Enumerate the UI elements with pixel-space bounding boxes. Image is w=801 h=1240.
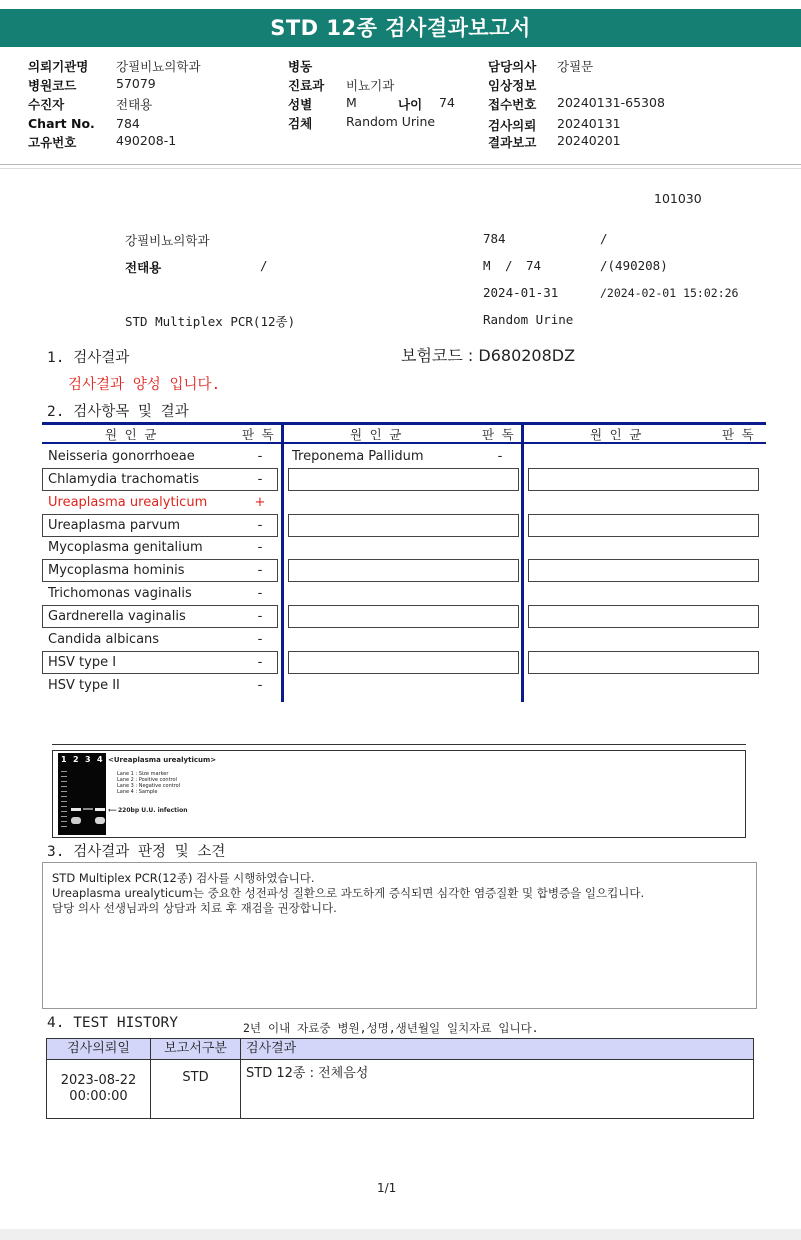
insurance-code: 보험코드 : D680208DZ <box>401 346 576 365</box>
pathogen-name: Candida albicans <box>48 632 160 647</box>
sex-value: M <box>346 95 357 110</box>
col3-empty-box <box>528 559 759 582</box>
gel-lane-label: 1 <box>61 755 67 764</box>
opinion-line: STD Multiplex PCR(12종) 검사를 시행하였습니다. <box>52 871 315 885</box>
hospital-code-label: 병원코드 <box>28 78 77 93</box>
gel-band <box>71 808 81 811</box>
pathogen-name: Mycoplasma hominis <box>48 563 185 578</box>
sheet-sex: M <box>483 258 491 273</box>
gel-legend-line: Lane 2 : Positive control <box>117 777 177 783</box>
pathogen-result: - <box>257 563 263 578</box>
result-summary: 검사결과 양성 입니다. <box>68 377 221 393</box>
gel-lane-label: 3 <box>85 755 91 764</box>
gel-band-label: 220bp U.U. infection <box>118 807 188 814</box>
table-col-divider-1 <box>281 422 284 702</box>
history-date: 2023-08-22 <box>60 1073 137 1088</box>
history-date-cell <box>47 1060 151 1119</box>
receipt-value: 20240131-65308 <box>557 95 665 110</box>
col2-empty-box <box>288 468 519 491</box>
pathogen-name: Chlamydia trachomatis <box>48 472 200 487</box>
gel-lane-label: 4 <box>97 755 103 764</box>
pathogen-name: Neisseria gonorrhoeae <box>48 449 195 464</box>
col3-empty-box <box>528 468 759 491</box>
section4-heading: 4. TEST HISTORY <box>47 1015 178 1031</box>
col2-empty-box <box>288 651 519 674</box>
specimen-label: 검체 <box>288 116 313 131</box>
unique-value: 490208-1 <box>116 133 177 148</box>
opinion-line: 담당 의사 선생님과의 상담과 치료 후 재검을 권장합니다. <box>52 901 337 915</box>
col3-empty-box <box>528 651 759 674</box>
gel-band <box>83 808 93 810</box>
table-row <box>47 1060 754 1119</box>
col2-empty-box <box>288 559 519 582</box>
patient-value: 전태용 <box>116 97 153 112</box>
pathogen-result: - <box>257 586 263 601</box>
sheet-slash-1: / <box>600 231 608 246</box>
col1-result-header: 판 독 <box>242 427 274 442</box>
history-table <box>46 1038 754 1119</box>
opinion-box <box>42 862 757 1009</box>
page-footer-bar <box>0 1229 801 1240</box>
history-type: STD <box>151 1060 241 1119</box>
gel-band <box>95 817 105 824</box>
gel-band <box>95 808 105 811</box>
unique-label: 고유번호 <box>28 135 77 150</box>
pathogen-name: Gardnerella vaginalis <box>48 609 186 624</box>
pathogen-name: Treponema Pallidum <box>292 449 424 464</box>
col3-pathogen-header: 원 인 균 <box>590 427 642 442</box>
header-divider-shadow <box>0 168 801 169</box>
sheet-received: 2024-01-31 <box>483 285 559 300</box>
hospital-code-value: 57079 <box>116 76 156 91</box>
gel-electrophoresis-image <box>58 753 106 835</box>
gel-lane-label: 2 <box>73 755 79 764</box>
col2-empty-box <box>288 514 519 537</box>
request-value: 20240131 <box>557 116 621 131</box>
gel-title: <Ureaplasma urealyticum> <box>108 756 217 764</box>
pathogen-result: - <box>257 632 263 647</box>
chart-label: Chart No. <box>28 116 95 131</box>
sheet-test-name: STD Multiplex PCR(12종) <box>125 314 296 329</box>
institution-label: 의뢰기관명 <box>28 59 89 74</box>
col3-result-header: 판 독 <box>722 427 754 442</box>
col2-pathogen-header: 원 인 균 <box>350 427 402 442</box>
history-result: STD 12종 : 전체음성 <box>241 1060 754 1119</box>
sheet-age: 74 <box>526 258 542 273</box>
age-value: 74 <box>439 95 455 110</box>
request-label: 검사의뢰 <box>488 118 537 133</box>
sheet-birth: /(490208) <box>600 258 668 273</box>
gel-band <box>71 817 81 824</box>
col2-empty-box <box>288 605 519 628</box>
receipt-label: 접수번호 <box>488 97 537 112</box>
pathogen-result: - <box>257 678 263 693</box>
sheet-code: 101030 <box>654 191 702 206</box>
gel-legend-line: Lane 3 : Negative control <box>117 783 181 789</box>
section2-heading: 2. 검사항목 및 결과 <box>47 404 189 420</box>
gel-arrow: ⟵ <box>108 807 117 814</box>
pathogen-result: - <box>257 540 263 555</box>
pathogen-result-positive: + <box>254 495 266 510</box>
table-col-divider-2 <box>521 422 524 702</box>
history-col-type: 보고서구분 <box>151 1039 241 1060</box>
gel-marker-ladder <box>61 767 67 829</box>
section3-heading: 3. 검사결과 판정 및 소견 <box>47 844 226 860</box>
sheet-patient: 전태용 <box>125 260 162 275</box>
opinion-line: Ureaplasma urealyticum는 중요한 성전파성 질환으로 과도하게 증식되면 심각한 염증질환 및 합병증을 일으킵니다. <box>52 886 645 900</box>
header-divider <box>0 164 801 165</box>
page-number: 1/1 <box>377 1181 397 1195</box>
report-title: STD 12종 검사결과보고서 <box>0 9 801 47</box>
chart-value: 784 <box>116 116 140 131</box>
result-date-label: 결과보고 <box>488 135 537 150</box>
history-col-result: 검사결과 <box>241 1039 754 1060</box>
doctor-label: 담당의사 <box>488 59 537 74</box>
pathogen-name: Mycoplasma genitalium <box>48 540 203 555</box>
gel-legend-line: Lane 4 : Sample <box>117 789 158 795</box>
patient-label: 수진자 <box>28 97 65 112</box>
col1-pathogen-header: 원 인 균 <box>105 427 157 442</box>
history-header-row <box>47 1039 754 1060</box>
pathogen-result: - <box>257 472 263 487</box>
pathogen-name-positive: Ureaplasma urealyticum <box>48 495 208 510</box>
sex-label: 성별 <box>288 97 313 112</box>
dept-label: 진료과 <box>288 78 325 93</box>
pathogen-result: - <box>497 449 503 464</box>
history-time: 00:00:00 <box>69 1089 128 1104</box>
sheet-chart: 784 <box>483 231 506 246</box>
ward-label: 병동 <box>288 59 313 74</box>
clinical-label: 임상정보 <box>488 78 537 93</box>
pathogen-result: - <box>257 609 263 624</box>
col3-empty-box <box>528 605 759 628</box>
sheet-specimen: Random Urine <box>483 312 574 327</box>
specimen-value: Random Urine <box>346 114 436 129</box>
section1-heading: 1. 검사결과 <box>47 350 130 366</box>
result-date-value: 20240201 <box>557 133 621 148</box>
dept-value: 비뇨기과 <box>346 78 395 93</box>
pathogen-result: - <box>257 518 263 533</box>
pathogen-result: - <box>257 655 263 670</box>
history-col-date: 검사의뢰일 <box>47 1039 151 1060</box>
sheet-slash-3: / <box>505 258 513 273</box>
pathogen-name: HSV type I <box>48 655 117 670</box>
sheet-reported: /2024-02-01 15:02:26 <box>600 286 739 300</box>
doctor-value: 강필문 <box>557 59 594 74</box>
col3-empty-box <box>528 514 759 537</box>
col2-result-header: 판 독 <box>482 427 514 442</box>
history-note: 2년 이내 자료중 병원,성명,생년월일 일치자료 입니다. <box>243 1021 539 1035</box>
gel-top-rule <box>52 744 746 745</box>
age-label: 나이 <box>398 97 423 112</box>
pathogen-name: Trichomonas vaginalis <box>48 586 192 601</box>
sheet-slash-2: / <box>260 258 268 273</box>
pathogen-name: Ureaplasma parvum <box>48 518 181 533</box>
gel-legend-line: Lane 1 : Size marker <box>117 771 169 777</box>
institution-value: 강필비뇨의학과 <box>116 59 201 74</box>
pathogen-result: - <box>257 449 263 464</box>
sheet-institution: 강필비뇨의학과 <box>125 233 210 248</box>
pathogen-name: HSV type II <box>48 678 120 693</box>
